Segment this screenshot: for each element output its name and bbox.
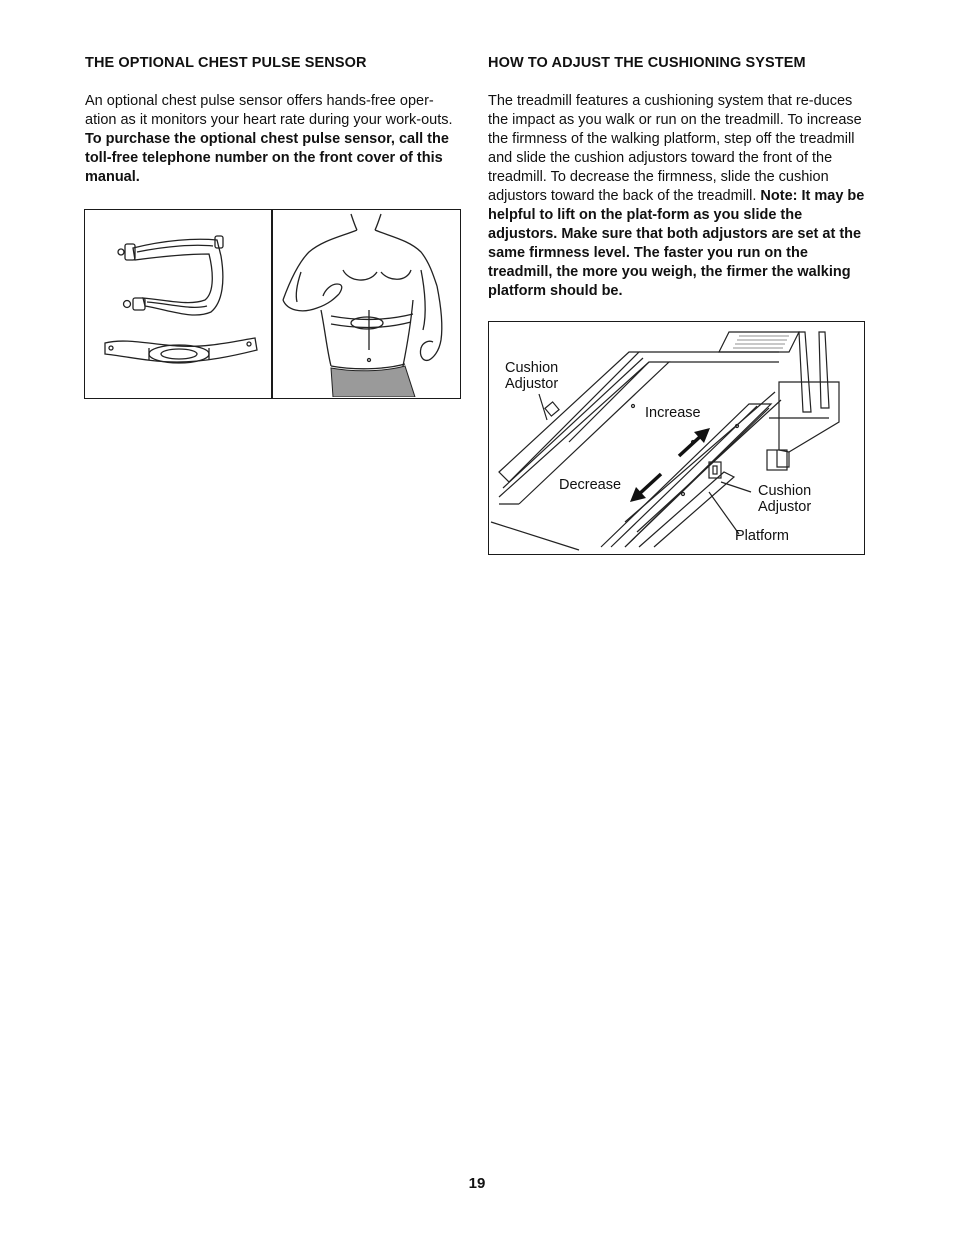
cushioning-bold-text: Note: It may be helpful to lift on the plat-form as you slide the adjustors. Make sure that both adjustors are set at the same firmness level. The faster you run on the treadmill, the more you weigh, the firmer the walking platform should be. bbox=[488, 188, 865, 299]
cushioning-figure bbox=[488, 321, 865, 555]
chest-strap-illustration bbox=[85, 210, 271, 397]
chest-pulse-heading: THE OPTIONAL CHEST PULSE SENSOR bbox=[85, 55, 367, 71]
cushion-adjustor-label-1-line2: Adjustor bbox=[505, 376, 559, 392]
cushion-adjustor-label-2-line1: Cushion bbox=[758, 483, 812, 499]
cushion-adjustor-label-1 bbox=[505, 360, 558, 392]
platform-label: Platform bbox=[735, 528, 789, 544]
decrease-arrow bbox=[630, 474, 661, 502]
cushion-adjustor-label-1-line1: Cushion bbox=[505, 360, 559, 376]
decrease-label: Decrease bbox=[559, 477, 622, 493]
treadmill-deck-illustration bbox=[489, 322, 864, 554]
cushioning-paragraph bbox=[488, 92, 870, 301]
cushioning-text: The treadmill features a cushioning system that re-duces the impact as you walk or run on the treadmill. To increase the firmness of the walking platform, step off the treadmill and slide the cushion adjustors toward the front of the treadmill. To decrease the firmness, slide the cushion adjustors toward the back of the treadmill. bbox=[488, 93, 862, 204]
cushioning-heading: HOW TO ADJUST THE CUSHIONING SYSTEM bbox=[488, 55, 806, 71]
increase-label: Increase bbox=[645, 405, 701, 421]
right-column bbox=[488, 54, 870, 301]
cushion-adjustor-label-2-line2: Adjustor bbox=[758, 499, 812, 515]
person-wearing-sensor-illustration bbox=[273, 210, 461, 397]
chest-pulse-text: An optional chest pulse sensor offers hands-free oper-ation as it monitors your heart rate during your work-outs. bbox=[85, 93, 453, 128]
page-number: 19 bbox=[468, 1175, 486, 1192]
cushion-adjustor-label-2 bbox=[758, 483, 811, 515]
chest-pulse-paragraph bbox=[85, 92, 465, 187]
chest-pulse-bold-text: To purchase the optional chest pulse sensor, call the toll-free telephone number on the front cover of this manual. bbox=[85, 131, 449, 185]
left-column bbox=[85, 54, 465, 187]
chest-sensor-figure bbox=[84, 209, 461, 399]
